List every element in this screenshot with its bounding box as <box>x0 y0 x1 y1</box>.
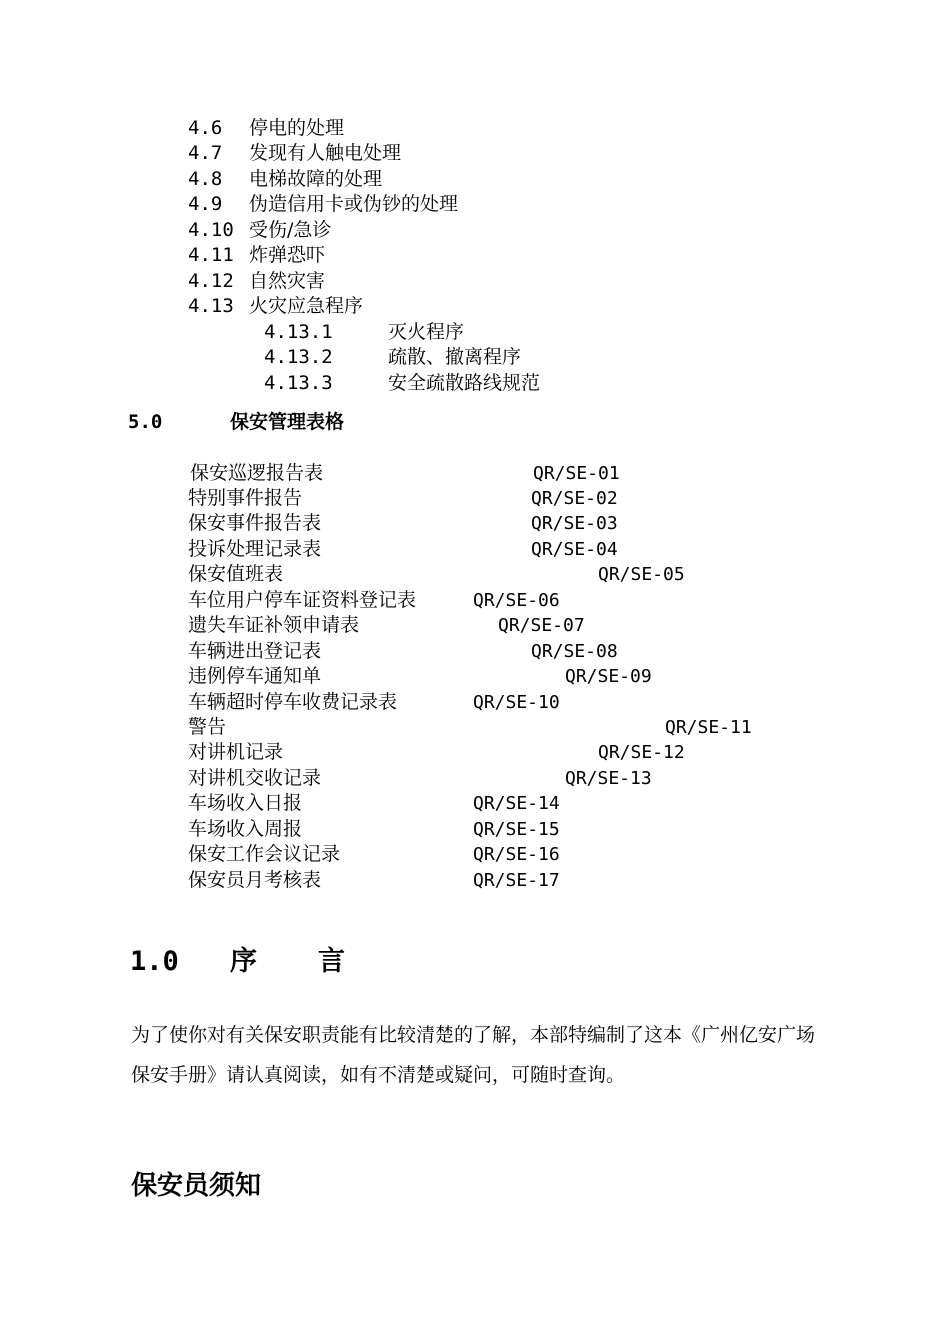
form-code: QR/SE-04 <box>531 539 618 560</box>
form-name: 车场收入周报 <box>188 818 303 840</box>
toc-item-title: 火灾应急程序 <box>249 295 364 317</box>
section-title: 保安管理表格 <box>230 411 345 433</box>
section-heading-5-0 <box>128 409 345 435</box>
toc-subitem-title: 安全疏散路线规范 <box>388 372 541 394</box>
section-title-char: 序 <box>230 946 257 977</box>
toc-subitem-title: 灭火程序 <box>388 321 465 343</box>
section-number: 1.0 <box>130 946 179 977</box>
toc-subitem <box>264 345 522 370</box>
section-heading-1-0 <box>130 944 345 980</box>
form-name: 对讲机记录 <box>188 741 284 763</box>
form-code: QR/SE-10 <box>473 692 560 713</box>
section-title-char: 言 <box>318 946 345 977</box>
form-code: QR/SE-14 <box>473 793 560 814</box>
toc-item-number: 4.9 <box>188 193 223 215</box>
toc-item-title: 电梯故障的处理 <box>249 168 383 190</box>
form-code: QR/SE-02 <box>531 488 618 509</box>
form-name: 保安值班表 <box>188 563 284 585</box>
form-name: 车场收入日报 <box>188 792 303 814</box>
toc-subitem <box>264 320 465 345</box>
form-name: 车辆进出登记表 <box>188 640 322 662</box>
toc-item-title: 停电的处理 <box>249 117 345 139</box>
form-name: 投诉处理记录表 <box>188 538 322 560</box>
form-code: QR/SE-16 <box>473 844 560 865</box>
form-name: 特别事件报告 <box>188 487 303 509</box>
toc-subitem <box>264 371 541 396</box>
toc-item <box>188 243 326 268</box>
form-code: QR/SE-13 <box>565 768 652 789</box>
intro-paragraph: 为了使你对有关保安职责能有比较清楚的了解，本部特编制了这本《广州亿安广场保安手册》请认真阅读，如有不清楚或疑问，可随时查询。 <box>131 1024 816 1086</box>
form-code: QR/SE-11 <box>665 717 752 738</box>
toc-item-title: 自然灾害 <box>249 270 326 292</box>
toc-item <box>188 116 345 141</box>
form-code: QR/SE-07 <box>498 615 585 636</box>
form-name: 保安工作会议记录 <box>188 843 341 865</box>
section-number: 5.0 <box>128 411 163 433</box>
form-code: QR/SE-12 <box>598 742 685 763</box>
guard-notice-heading: 保安员须知 <box>131 1171 262 1201</box>
form-name: 违例停车通知单 <box>188 665 322 687</box>
toc-item-title: 受伤/急诊 <box>249 219 332 241</box>
toc-item-title: 伪造信用卡或伪钞的处理 <box>249 193 459 215</box>
form-name: 警告 <box>188 716 227 738</box>
toc-item-title: 发现有人触电处理 <box>249 142 402 164</box>
toc-item <box>188 269 326 294</box>
toc-item <box>188 218 332 243</box>
form-code: QR/SE-06 <box>473 590 560 611</box>
form-name: 车辆超时停车收费记录表 <box>188 691 398 713</box>
toc-item <box>188 294 364 319</box>
form-name: 保安巡逻报告表 <box>190 462 324 484</box>
form-code: QR/SE-08 <box>531 641 618 662</box>
toc-item-number: 4.8 <box>188 168 223 190</box>
form-code: QR/SE-15 <box>473 819 560 840</box>
toc-item-number: 4.10 <box>188 219 234 241</box>
form-name: 车位用户停车证资料登记表 <box>188 589 417 611</box>
toc-item-number: 4.12 <box>188 270 234 292</box>
toc-item-number: 4.6 <box>188 117 223 139</box>
toc-item <box>188 141 402 166</box>
toc-item-number: 4.7 <box>188 142 223 164</box>
form-code: QR/SE-17 <box>473 870 560 891</box>
form-name: 对讲机交收记录 <box>188 767 322 789</box>
toc-subitem-title: 疏散、撤离程序 <box>388 346 522 368</box>
form-code: QR/SE-05 <box>598 564 685 585</box>
form-name: 保安员月考核表 <box>188 869 322 891</box>
toc-item <box>188 192 459 217</box>
form-code: QR/SE-09 <box>565 666 652 687</box>
toc-subitem-number: 4.13.3 <box>264 372 333 394</box>
toc-item <box>188 167 383 192</box>
toc-subitem-number: 4.13.1 <box>264 321 333 343</box>
toc-item-number: 4.11 <box>188 244 234 266</box>
form-name: 遗失车证补领申请表 <box>188 614 360 636</box>
form-name: 保安事件报告表 <box>188 512 322 534</box>
toc-item-title: 炸弹恐吓 <box>249 244 326 266</box>
form-code: QR/SE-01 <box>533 463 620 484</box>
toc-subitem-number: 4.13.2 <box>264 346 333 368</box>
form-code: QR/SE-03 <box>531 513 618 534</box>
toc-item-number: 4.13 <box>188 295 234 317</box>
